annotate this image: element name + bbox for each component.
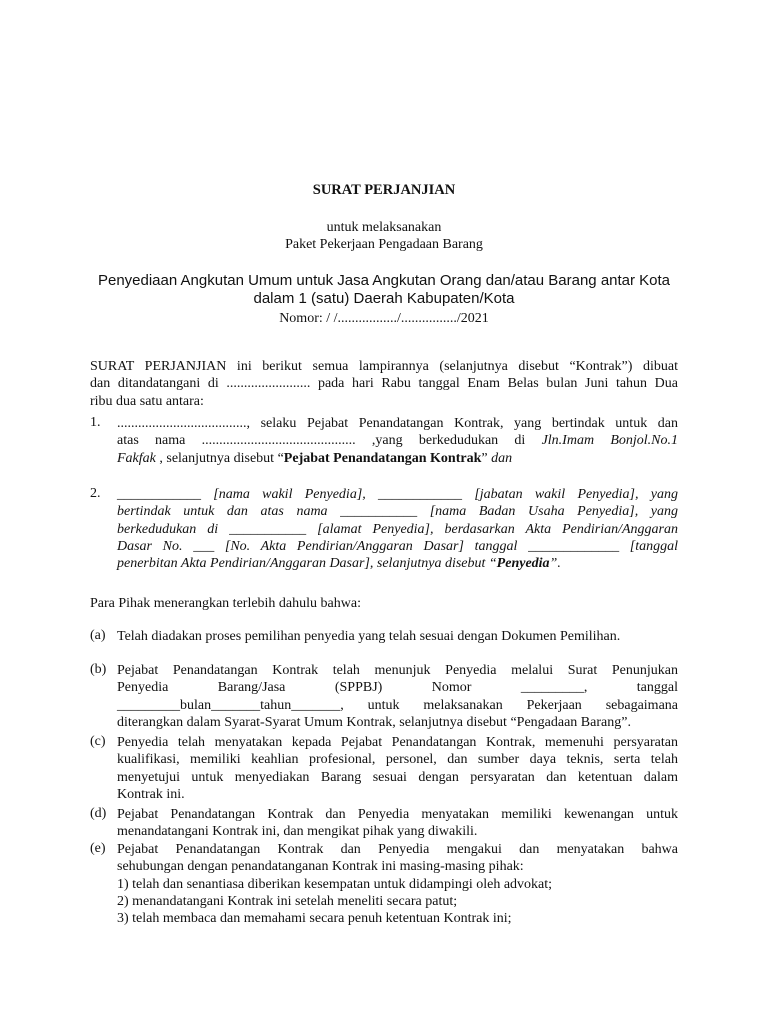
item-d-label: (d) [90,806,107,821]
party-1-number: 1. [90,415,101,430]
intro-line: SURAT PERJANJIAN ini berikut semua lampirannya (selanjutnya disebut “Kontrak”) dibuat [90,359,678,374]
item-b-text: Pejabat Penandatangan Kontrak telah menunjuk Penyedia melalui Surat Penunjukan Penyedia Barang/Jasa (SPPBJ) Nomor _________, tanggal _________bulan_______tahun_______, untuk melaksanakan Pekerjaan sebagaimana diterangkan dalam Syarat-Syarat Umum Kontrak, selanjutnya disebut “Pengadaan Barang”. [117,663,678,730]
package-name-line-1: Penyediaan Angkutan Umum untuk Jasa Angkutan Orang dan/atau Barang antar Kota [97,272,671,289]
subtitle-line-1: untuk melaksanakan [326,220,442,235]
party-2-number: 2. [90,486,101,501]
item-e-subitem: 1) telah dan senantiasa diberikan kesempatan untuk didampingi oleh advokat; [117,876,553,892]
party-2-line: ____________ [nama wakil Penyedia], ____________ [jabatan wakil Penyedia], yang [117,487,678,502]
contract-number: Nomor: / /................./................/2021 [279,311,489,326]
intro-paragraph [90,358,678,410]
party-1-line: Fakfak , selanjutnya disebut “Pejabat Penandatangan Kontrak” dan [117,450,513,466]
party-2-line: berkedudukan di ___________ [alamat Penyedia], berdasarkan Akta Pendirian/Anggaran [117,521,678,537]
item-e-subitem: 2) menandatangani Kontrak ini setelah meneliti secara patut; [117,893,458,909]
party-1-text [117,415,678,467]
para-pihak-statement: Para Pihak menerangkan terlebih dahulu bahwa: [90,596,361,611]
item-c-text: Penyedia telah menyatakan kepada Pejabat Penandatangan Kontrak, memenuhi persyaratan kualifikasi, memiliki keahlian profesional, personel, dan sumber daya teknis, serta telah menyetujui untuk menyediakan Barang sesuai dengan persyaratan dan ketentuan dalam Kontrak ini. [117,735,678,802]
item-a-text: Telah diadakan proses pemilihan penyedia yang telah sesuai dengan Dokumen Pemilihan. [117,629,621,644]
item-a-label: (a) [90,628,106,643]
item-c-label: (c) [90,734,106,749]
item-e-label: (e) [90,841,106,856]
item-e-subitem: 3) telah membaca dan memahami secara penuh ketentuan Kontrak ini; [117,911,512,927]
subtitle-line-2: Paket Pekerjaan Pengadaan Barang [285,237,483,252]
item-d-text: Pejabat Penandatangan Kontrak dan Penyedia menyatakan memiliki kewenangan untuk menandatangani Kontrak ini, dan mengikat pihak yang diwakili. [117,807,678,840]
package-name-line-2: dalam 1 (satu) Daerah Kabupaten/Kota [253,290,515,307]
item-b-label: (b) [90,662,107,677]
item-e-text: Pejabat Penandatangan Kontrak dan Penyedia mengakui dan menyatakan bahwa sehubungan dengan penandatanganan Kontrak ini masing-masing pihak: 1) telah dan senantiasa diberikan kesempatan untuk didampingi oleh advokat; 2) menandatangani Kontrak ini setelah meneliti secara patut; 3) telah membaca dan memahami secara penuh ketentuan Kontrak ini; [117,842,678,927]
party-2-line: bertindak untuk dan atas nama ___________ [nama Badan Usaha Penyedia], yang [117,504,678,520]
document-title: SURAT PERJANJIAN [312,182,456,198]
intro-line: ribu dua satu antara: [90,393,204,409]
party-1-line: ....................................., selaku Pejabat Penandatangan Kontrak, yang bertindak untuk dan [117,416,678,431]
intro-line: dan ditandatangani di ........................ pada hari Rabu tanggal Enam Belas bulan Juni tahun Dua [90,376,678,392]
party-2-line: Dasar No. ___ [No. Akta Pendirian/Anggaran Dasar] tanggal _____________ [tanggal [117,538,678,554]
party-2-line: penerbitan Akta Pendirian/Anggaran Dasar], selanjutnya disebut “Penyedia”. [117,556,561,572]
party-1-line: atas nama ............................................ ,yang berkedudukan di Jln.Imam Bonjol.No.1 [117,433,678,449]
party-2-text [117,486,678,572]
